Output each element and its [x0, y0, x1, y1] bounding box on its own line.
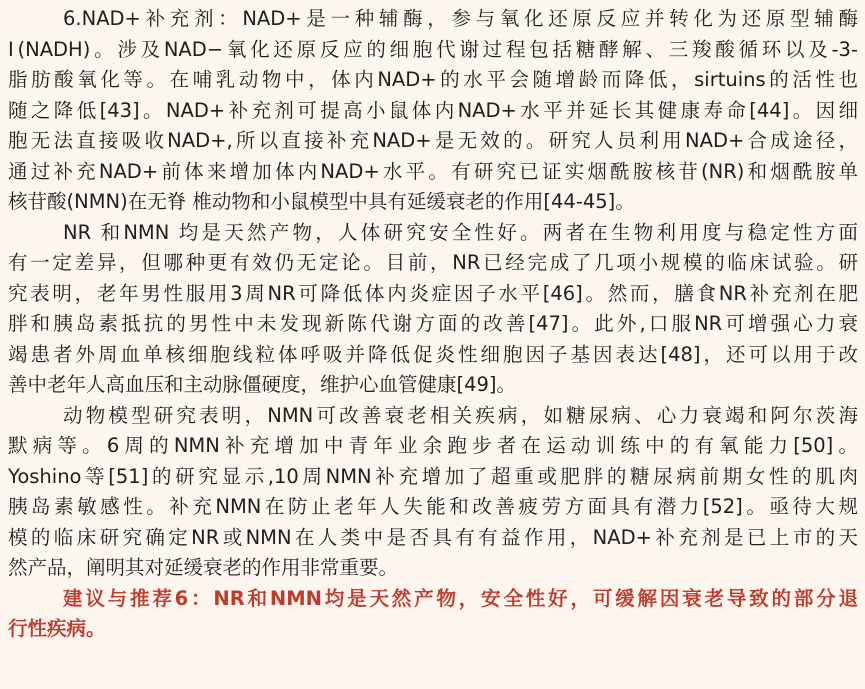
text-line: 竭患者外周血单核细胞线粒体呼吸并降低促炎性细胞因子基因表达[48]，还可以用于改: [8, 342, 858, 366]
text-line: 善中老年人高血压和主动脉僵硬度，维护心血管健康[49]。: [8, 373, 517, 396]
text-line: 脂肪酸氧化等。在哺乳动物中，体内NAD+的水平会随增龄而降低，sirtuins的活性也: [8, 68, 858, 91]
text-line: 有一定差异，但哪种更有效仍无定论。目前，NR已经完成了几项小规模的临床试验。研: [8, 251, 858, 274]
text-line: 究表明，老年男性服用3周NR可降低体内炎症因子水平[46]。然而，膳食NR补充剂在肥: [8, 281, 858, 305]
text-line: 默病等。6周的NMN补充增加中青年业余跑步者在运动训练中的有氧能力[50]。: [8, 434, 858, 457]
recommendation-6: [8, 584, 858, 645]
recommendation-line: 建议与推荐6：NR和NMN均是天然产物，安全性好，可缓解因衰老导致的部分退: [63, 586, 858, 610]
paragraph-nr-nmn-natural-products: [8, 218, 858, 401]
text-line: 然产品，阐明其对延缓衰老的作用非常重要。: [8, 556, 399, 579]
text-line: 核苷酸(NMN)在无脊 椎动物和小鼠模型中具有延缓衰老的作用[44-45]。: [8, 190, 635, 213]
paragraph-nad-supplements: [8, 4, 858, 218]
text-line: Yoshino等[51]的研究显示,10周NMN补充增加了超重或肥胖的糖尿病前期女性的肌肉: [8, 464, 858, 488]
text-line: 通过补充NAD+前体来增加体内NAD+水平。有研究已证实烟酰胺核苷(NR)和烟酰胺单: [8, 159, 858, 183]
text-line: 模的临床研究确定NR或NMN在人类中是否具有有益作用，NAD+补充剂是已上市的天: [8, 525, 858, 549]
text-line: NR 和NMN 均是天然产物，人体研究安全性好。两者在生物利用度与稳定性方面: [63, 220, 858, 244]
text-line: 动物模型研究表明，NMN可改善衰老相关疾病，如糖尿病、心力衰竭和阿尔茨海: [63, 403, 858, 427]
text-line: 胖和胰岛素抵抗的男性中未发现新陈代谢方面的改善[47]。此外,口服NR可增强心力衰: [8, 312, 858, 335]
text-line: Ⅰ(NADH)。涉及NAD−氧化还原反应的细胞代谢过程包括糖酵解、三羧酸循环以及-3-: [8, 37, 858, 61]
document-page: [8, 4, 858, 645]
text-line: 胞无法直接吸收NAD+,所以直接补充NAD+是无效的。研究人员利用NAD+合成途径，: [8, 129, 858, 152]
recommendation-line: 行性疾病。: [8, 617, 106, 640]
text-line: 6.NAD+补充剂：NAD+是一种辅酶，参与氧化还原反应并转化为还原型辅酶: [63, 7, 858, 30]
paragraph-animal-model-studies: [8, 401, 858, 584]
text-line: 随之降低[43]。NAD+补充剂可提高小鼠体内NAD+水平并延长其健康寿命[44]。因细: [8, 98, 858, 122]
text-line: 胰岛素敏感性。补充NMN在防止老年人失能和改善疲劳方面具有潜力[52]。亟待大规: [8, 495, 858, 518]
